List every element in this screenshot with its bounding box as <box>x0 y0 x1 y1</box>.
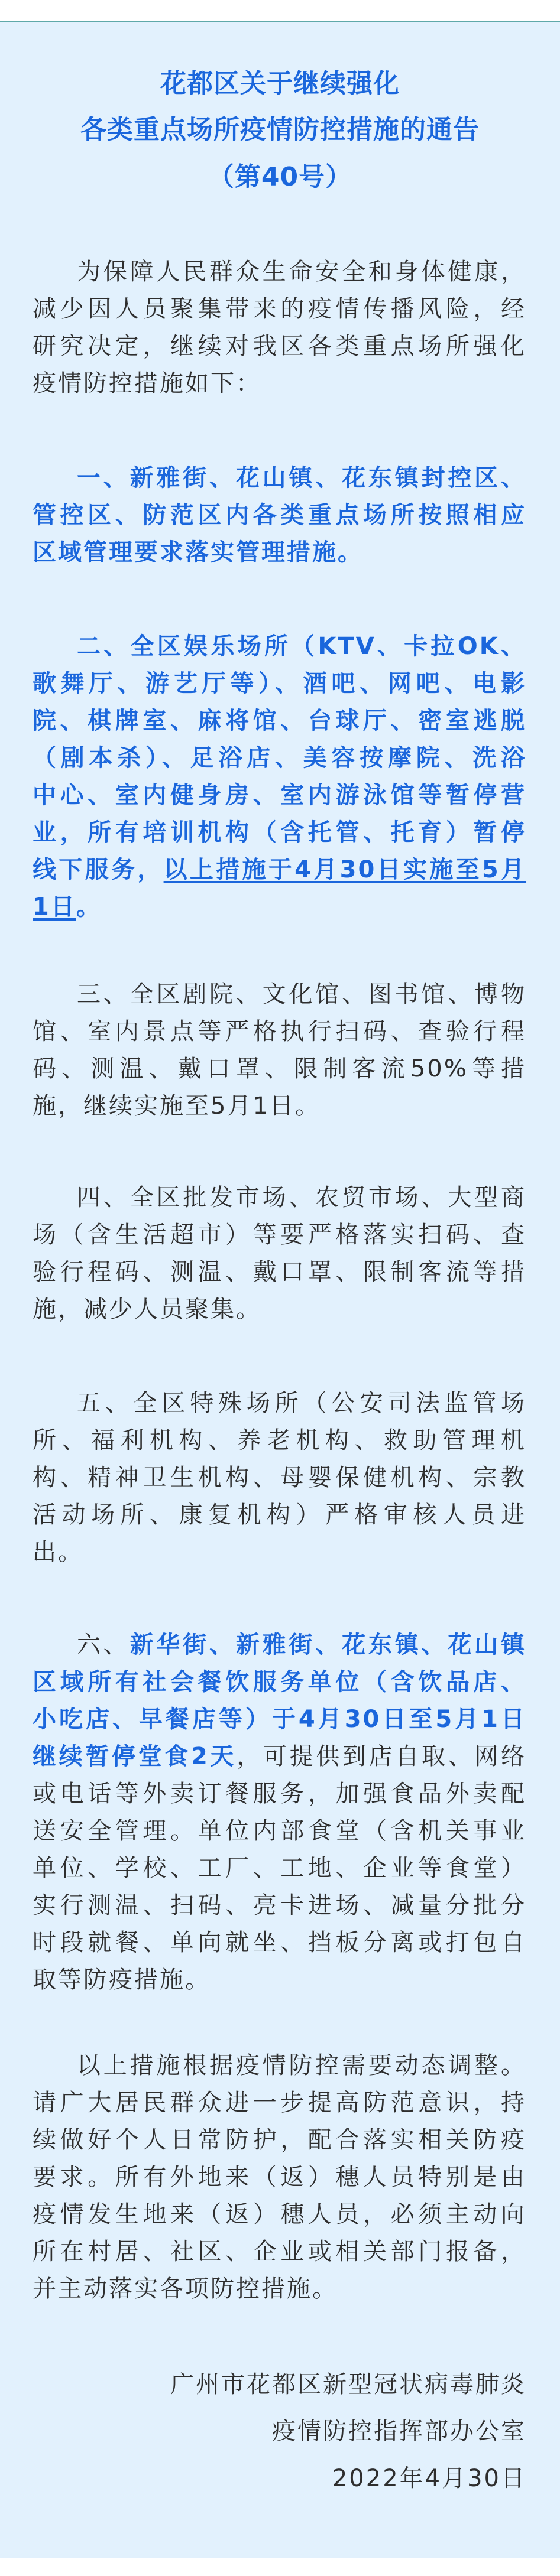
text-line <box>33 291 526 328</box>
underlined-emphasis-text: 1日 <box>33 893 76 921</box>
text-line <box>33 1924 526 1962</box>
emphasis-text: 一、新雅街、花山镇、花东镇封控区、 <box>77 464 526 492</box>
text-line <box>33 740 526 777</box>
signature-org-line-1: 广州市花都区新型冠状病毒肺炎 <box>170 2371 526 2398</box>
paragraph-item-1 <box>33 460 526 571</box>
body-text: 单位、学校、工厂、工地、企业等食堂） <box>33 1855 526 1882</box>
text-line <box>33 1422 526 1459</box>
signature-date: 2022年4月30日 <box>332 2465 526 2492</box>
body-text: 研究决定，继续对我区各类重点场所强化 <box>33 333 526 360</box>
text-line <box>33 1385 526 1422</box>
text-line <box>33 1459 526 1497</box>
text-line <box>33 1050 526 1088</box>
body-text: 以上措施根据疫情防控需要动态调整。 <box>77 2052 526 2079</box>
text-line <box>33 1534 526 1571</box>
paragraph-closing <box>33 2047 526 2308</box>
underlined-emphasis-text: 以上措施于4月30日实施至5月 <box>163 856 527 883</box>
body-text: 出。 <box>33 1539 83 1566</box>
text-line <box>33 889 526 926</box>
text-line <box>33 628 526 665</box>
text-line <box>33 2159 526 2196</box>
body-text: 施，继续实施至5月1日。 <box>33 1092 321 1120</box>
body-text: 六、 <box>77 1631 130 1658</box>
notice-title-line-2: 各类重点场所疫情防控措施的通告 <box>80 115 480 145</box>
emphasis-text: 管控区、防范区内各类重点场所按照相应 <box>33 502 526 529</box>
body-text: 场（含生活超市）等要严格落实扫码、查 <box>33 1221 526 1248</box>
body-text: 构、精神卫生机构、母婴保健机构、宗教 <box>33 1464 526 1491</box>
paragraph-item-4 <box>33 1179 526 1328</box>
text-line <box>33 2271 526 2308</box>
emphasis-text: 线下服务， <box>33 856 164 883</box>
text-line <box>33 2196 526 2233</box>
body-text: 馆、室内景点等严格执行扫码、查验行程 <box>33 1018 526 1045</box>
text-line <box>33 1887 526 1924</box>
body-text: 为保障人民群众生命安全和身体健康， <box>77 258 526 285</box>
text-line <box>33 1813 526 1850</box>
text-line <box>33 1088 526 1125</box>
text-line <box>33 1850 526 1887</box>
text-line <box>33 328 526 365</box>
body-text: ，可提供到店自取、网络 <box>237 1743 527 1770</box>
text-line <box>33 814 526 851</box>
text-line <box>33 2047 526 2084</box>
text-line <box>33 1291 526 1328</box>
body-text: 码、测温、戴口罩、限制客流50%等措 <box>33 1055 526 1082</box>
body-text: 减少因人员聚集带来的疫情传播风险，经 <box>33 295 526 323</box>
paragraph-intro <box>33 253 526 402</box>
body-text: 送安全管理。单位内部食堂（含机关事业 <box>33 1817 526 1845</box>
paragraph-item-3 <box>33 976 526 1125</box>
text-line <box>33 1013 526 1050</box>
text-line <box>33 1627 526 1664</box>
body-text: 疫情发生地来（返）穗人员，必须主动向 <box>33 2201 526 2228</box>
text-line <box>33 1738 526 1775</box>
signature-org-line-2: 疫情防控指挥部办公室 <box>272 2418 526 2445</box>
text-line <box>33 1497 526 1534</box>
body-text: 取等防疫措施。 <box>33 1966 211 1993</box>
body-text: 所、福利机构、养老机构、救助管理机 <box>33 1427 526 1454</box>
paragraph-item-2 <box>33 628 526 926</box>
emphasis-text: 歌舞厅、游艺厅等）、酒吧、网吧、电影 <box>33 670 526 697</box>
text-line <box>33 460 526 497</box>
emphasis-text: 新华街、新雅街、花东镇、花山镇 <box>130 1631 526 1658</box>
emphasis-text: 院、棋牌室、麻将馆、台球厅、密室逃脱 <box>33 707 526 734</box>
body-text: 所在村居、社区、企业或相关部门报备， <box>33 2238 526 2265</box>
emphasis-text: 业，所有培训机构（含托管、托育）暂停 <box>33 819 526 846</box>
emphasis-text: 区域管理要求落实管理措施。 <box>33 539 363 566</box>
body-text: 三、全区剧院、文化馆、图书馆、博物 <box>77 981 526 1008</box>
text-line <box>33 365 526 402</box>
body-text: 请广大居民群众进一步提高防范意识，持 <box>33 2089 526 2116</box>
text-line <box>33 497 526 534</box>
emphasis-text: 中心、室内健身房、室内游泳馆等暂停营 <box>33 782 526 809</box>
emphasis-text: （剧本杀）、足浴店、美容按摩院、洗浴 <box>33 744 526 772</box>
text-line <box>33 1775 526 1813</box>
text-line <box>33 851 526 889</box>
text-line <box>33 2233 526 2271</box>
body-text: 施，减少人员聚集。 <box>33 1296 261 1323</box>
text-line <box>33 1664 526 1701</box>
text-line <box>33 1254 526 1291</box>
emphasis-text: 。 <box>76 893 102 921</box>
body-text: 五、全区特殊场所（公安司法监管场 <box>77 1390 526 1417</box>
body-text: 续做好个人日常防护，配合落实相关防疫 <box>33 2126 526 2154</box>
emphasis-text: 区域所有社会餐饮服务单位（含饮品店、 <box>33 1668 526 1696</box>
text-line <box>33 702 526 740</box>
text-line <box>33 1179 526 1217</box>
body-text: 活动场所、康复机构）严格审核人员进 <box>33 1501 526 1528</box>
notice-number: （第40号） <box>208 162 352 192</box>
body-text: 验行程码、测温、戴口罩、限制客流等措 <box>33 1258 526 1286</box>
text-line <box>33 1962 526 1999</box>
notice-title-line-1: 花都区关于继续强化 <box>160 69 400 99</box>
body-text: 疫情防控措施如下： <box>33 370 261 397</box>
text-line <box>33 1701 526 1738</box>
body-text: 实行测温、扫码、亮卡进场、减量分批分 <box>33 1892 526 1919</box>
text-line <box>33 976 526 1013</box>
text-line <box>33 2122 526 2159</box>
body-text: 四、全区批发市场、农贸市场、大型商 <box>77 1184 526 1211</box>
text-line <box>33 777 526 814</box>
paragraph-item-5 <box>33 1385 526 1571</box>
body-text: 时段就餐、单向就坐、挡板分离或打包自 <box>33 1929 526 1956</box>
paragraph-item-6 <box>33 1627 526 1999</box>
emphasis-text: 二、全区娱乐场所（KTV、卡拉OK、 <box>77 633 526 660</box>
body-text: 或电话等外卖订餐服务，加强食品外卖配 <box>33 1780 526 1807</box>
text-line <box>33 1217 526 1254</box>
body-text: 要求。所有外地来（返）穗人员特别是由 <box>33 2164 526 2191</box>
text-line <box>33 665 526 702</box>
text-line <box>33 534 526 571</box>
emphasis-text: 小吃店、早餐店等）于4月30日至5月1日 <box>33 1706 526 1733</box>
text-line <box>33 2084 526 2122</box>
body-text: 并主动落实各项防控措施。 <box>33 2275 338 2302</box>
text-line <box>33 253 526 291</box>
emphasis-text: 继续暂停堂食2天 <box>33 1743 237 1770</box>
